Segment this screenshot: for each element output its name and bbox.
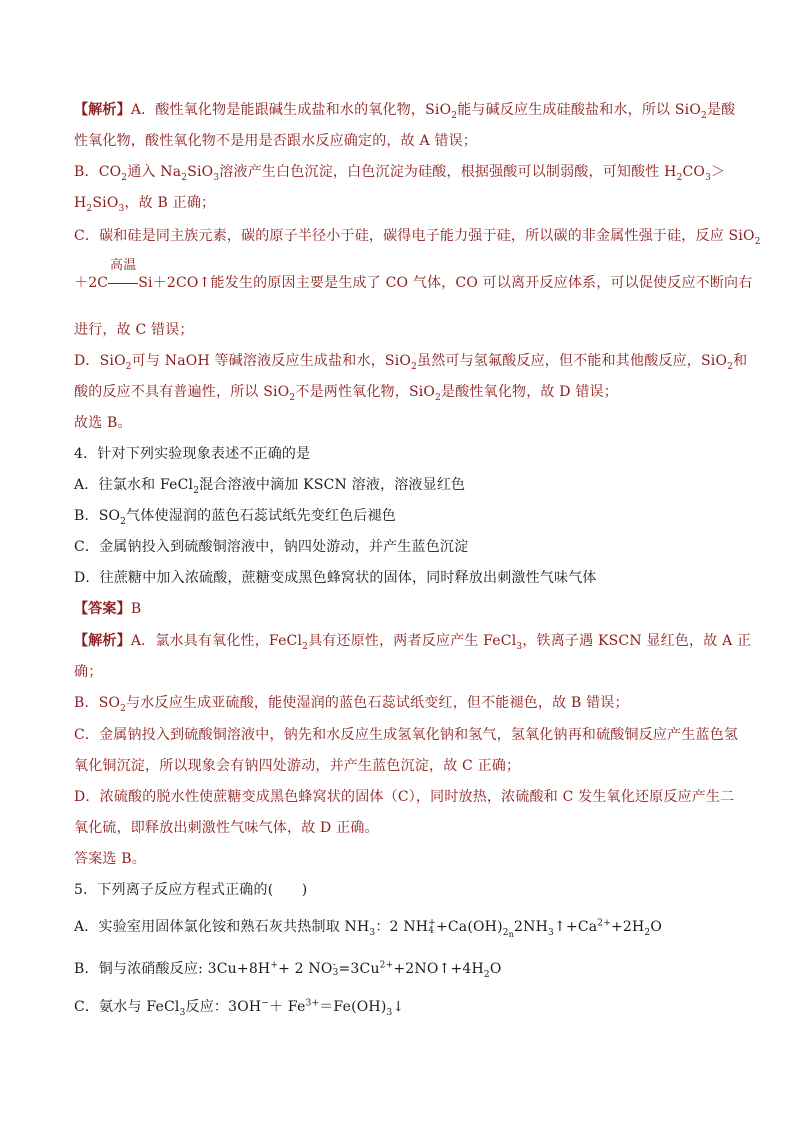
analysis-4-line-1: 【解析】A．氯水具有氧化性，FeCl$_2$具有还原性，两者反应产生 FeCl$_3$，铁离子遇 KSCN 显红色，故 A 正	[74, 633, 752, 652]
analysis-4-line-7: 氧化硫，即释放出刺激性气味气体，故 D 正确。	[74, 820, 379, 836]
question-4-answer: 【答案】B	[74, 601, 142, 617]
analysis-3-line-2: 性氧化物，酸性氧化物不是用是否跟水反应确定的，故 A 错误；	[74, 133, 478, 149]
question-5-option-b: B．铜与浓硝酸反应: 3Cu+8H++ 2 NO - 3 $=3Cu^{2+}+2NO↑+4H_2O$	[74, 960, 502, 980]
analysis-4-line-5: 氧化铜沉淀，所以现象会有钠四处游动，并产生蓝色沉淀，故 C 正确；	[74, 758, 521, 774]
analysis-4-line-2: 确；	[74, 664, 103, 680]
question-5-option-c: C．氨水与 FeCl$_3$反应：$3OH^-+ Fe^{3+}=Fe(OH)_3↓$	[74, 998, 405, 1018]
analysis-3-line-6: ＋2C 高温 Si＋2CO↑能发生的原因主要是生成了 CO 气体，CO 可以离开反应体系，可以促使反应不断向右	[74, 258, 753, 291]
question-4-stem: 4．针对下列实验现象表述不正确的是	[74, 446, 311, 462]
analysis-tag: 【解析】	[74, 102, 131, 118]
analysis-3-line-4: $H_2SiO_3$，故 B 正确；	[74, 195, 216, 214]
analysis-4-line-4: C．金属钠投入到硫酸铜溶液中，钠先和水反应生成氢氧化钠和氢气，氢氧化钠再和硫酸铜反应产生蓝色氢	[74, 727, 739, 743]
question-4-option-d: D．往蔗糖中加入浓硫酸，蔗糖变成黑色蜂窝状的固体，同时释放出刺激性气味气体	[74, 570, 597, 586]
analysis-4-conclusion: 答案选 B。	[74, 851, 146, 867]
question-4-option-a: A．往氯水和 FeCl$_2$混合溶液中滴加 KSCN 溶液，溶液显红色	[74, 477, 466, 496]
equation-condition: 高温	[108, 273, 138, 293]
analysis-4-line-3: B．$SO_2$与水反应生成亚硫酸，能使湿润的蓝色石蕊试纸变红，但不能褪色，故 B 错误；	[74, 695, 629, 714]
analysis-3-line-3: B．$CO_2$通入 $Na_2SiO_3$溶液产生白色沉淀，白色沉淀为硅酸，根据强酸可以制弱酸，可知酸性 $H_2CO_3>$	[74, 164, 726, 183]
analysis-3-line-8: D．SiO$_2$可与 NaOH 等碱溶液反应生成盐和水，SiO$_2$虽然可与氢氟酸反应，但不能和其他酸反应，SiO$_2$和	[74, 353, 748, 372]
question-4-option-b: B．$SO_2$气体使湿润的蓝色石蕊试纸先变红色后褪色	[74, 508, 396, 527]
question-5-stem: 5．下列离子反应方程式正确的( )	[74, 882, 308, 898]
question-5-option-a: A．实验室用固体氯化铵和熟石灰共热制取 $NH_3$：2 NH + 4 $+Ca(OH)_{2n}2NH_3↑+Ca^{2+}+2H_2O$	[74, 918, 663, 939]
question-4-option-c: C．金属钠投入到硫酸铜溶液中，钠四处游动，并产生蓝色沉淀	[74, 539, 469, 555]
analysis-3-line-5: C．碳和硅是同主族元素，碳的原子半径小于硅，碳得电子能力强于硅，所以碳的非金属性强于硅，反应 SiO$_2$	[74, 228, 761, 247]
analysis-3-line-1: 【解析】A．酸性氧化物是能跟碱生成盐和水的氧化物，SiO$_2$能与碱反应生成硅酸盐和水，所以 SiO$_2$是酸	[74, 102, 736, 121]
analysis-4-line-6: D．浓硫酸的脱水性使蔗糖变成黑色蜂窝状的固体（C），同时放热，浓硫酸和 C 发生氧化还原反应产生二	[74, 789, 735, 805]
analysis-3-conclusion: 故选 B。	[74, 415, 132, 431]
analysis-3-line-7: 进行，故 C 错误；	[74, 322, 194, 338]
analysis-3-line-9: 酸的反应不具有普遍性，所以 SiO$_2$不是两性氧化物，SiO$_2$是酸性氧化物，故 D 错误；	[74, 384, 618, 403]
